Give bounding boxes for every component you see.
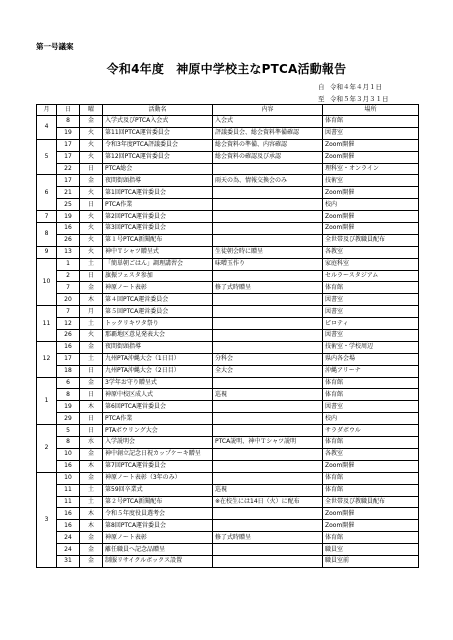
header-content: 内容	[213, 105, 323, 116]
cell-place: 全世帯及び教職員配布	[323, 496, 419, 508]
table-body	[37, 116, 419, 568]
cell-place: Zoom開催	[323, 520, 419, 532]
cell-weekday: 日	[80, 389, 103, 401]
cell-activity: 第3回PTCA運営委員会	[103, 223, 213, 235]
cell-day: 1	[57, 258, 80, 270]
cell-place: Zoom開催	[323, 187, 419, 199]
cell-weekday: 火	[80, 187, 103, 199]
table-row	[37, 187, 419, 199]
cell-activity: 神原ノート表彰（3年のみ）	[103, 472, 213, 484]
cell-activity: 入学説明会	[103, 437, 213, 449]
period-to	[318, 94, 389, 103]
cell-content	[213, 270, 323, 282]
header-activity: 活動名	[103, 105, 213, 116]
cell-day: 11	[57, 484, 80, 496]
table-row	[37, 127, 419, 139]
cell-activity: PTCA作業	[103, 413, 213, 425]
cell-weekday: 木	[80, 520, 103, 532]
cell-weekday: 金	[80, 448, 103, 460]
table-row	[37, 318, 419, 330]
cell-weekday: 金	[80, 472, 103, 484]
cell-activity: 第6回PTCA運営委員会	[103, 401, 213, 413]
cell-place: 理科室・オンライン	[323, 163, 419, 175]
period-from-label: 自	[318, 83, 325, 91]
header-place: 場所	[323, 105, 419, 116]
cell-content	[213, 163, 323, 175]
table-row	[37, 532, 419, 544]
cell-place: 校内	[323, 199, 419, 211]
cell-weekday: 金	[80, 282, 103, 294]
cell-activity: 旗振フェスタ参加	[103, 270, 213, 282]
cell-content: 生徒朝会時に贈呈	[213, 246, 323, 258]
cell-weekday: 土	[80, 496, 103, 508]
cell-content: 入会式	[213, 116, 323, 128]
cell-place: セルラースタジアム	[323, 270, 419, 282]
cell-month: 2	[37, 425, 57, 473]
cell-weekday: 火	[80, 211, 103, 223]
cell-activity: 那覇地区意見発表大会	[103, 330, 213, 342]
cell-content	[213, 234, 323, 246]
table-row	[37, 389, 419, 401]
cell-day: 8	[57, 437, 80, 449]
cell-place: 体育館	[323, 472, 419, 484]
cell-weekday: 日	[80, 425, 103, 437]
cell-day: 29	[57, 413, 80, 425]
cell-place: 体育館	[323, 377, 419, 389]
cell-weekday: 土	[80, 258, 103, 270]
cell-weekday: 金	[80, 544, 103, 556]
cell-place: ピロティ	[323, 318, 419, 330]
table-row	[37, 151, 419, 163]
cell-weekday: 金	[80, 377, 103, 389]
cell-weekday: 木	[80, 508, 103, 520]
table-row	[37, 496, 419, 508]
cell-activity: 離任職員へ記念品贈呈	[103, 544, 213, 556]
cell-place: Zoom開催	[323, 211, 419, 223]
cell-weekday: 日	[80, 413, 103, 425]
cell-day: 16	[57, 341, 80, 353]
table-row	[37, 520, 419, 532]
table-row	[37, 139, 419, 151]
cell-place: 全世帯及び教職員配布	[323, 234, 419, 246]
cell-day: 8	[57, 116, 80, 128]
cell-content	[213, 544, 323, 556]
cell-content	[213, 413, 323, 425]
cell-month: 12	[37, 341, 57, 377]
cell-activity: 神原ノート表彰	[103, 282, 213, 294]
activity-report-table	[36, 104, 419, 568]
cell-day: 31	[57, 555, 80, 567]
cell-month: 7	[37, 211, 57, 223]
cell-content	[213, 199, 323, 211]
cell-day: 22	[57, 163, 80, 175]
cell-content: 総会資料の確認及び承認	[213, 151, 323, 163]
cell-place: 県内各会場	[323, 353, 419, 365]
table-row	[37, 341, 419, 353]
cell-weekday: 日	[80, 163, 103, 175]
cell-activity: 第11回PTCA運営委員会	[103, 127, 213, 139]
cell-month: 6	[37, 175, 57, 211]
cell-day: 16	[57, 460, 80, 472]
header-weekday: 曜	[80, 105, 103, 116]
cell-activity: 令和3年度PTCA評議委員会	[103, 139, 213, 151]
cell-place: 図書室	[323, 401, 419, 413]
cell-day: 18	[57, 365, 80, 377]
cell-day: 17	[57, 353, 80, 365]
table-row	[37, 544, 419, 556]
cell-day: 17	[57, 151, 80, 163]
cell-activity: 神中Ｔシャツ贈呈式	[103, 246, 213, 258]
cell-content	[213, 460, 323, 472]
table-row	[37, 116, 419, 128]
table-row	[37, 175, 419, 187]
cell-weekday: 火	[80, 246, 103, 258]
table-row	[37, 258, 419, 270]
table-row	[37, 246, 419, 258]
table-row	[37, 223, 419, 235]
cell-content	[213, 555, 323, 567]
cell-activity: 入学式及びPTCA入会式	[103, 116, 213, 128]
cell-activity: 令和５年度役員選考会	[103, 508, 213, 520]
cell-day: 19	[57, 127, 80, 139]
cell-place: Zoom開催	[323, 139, 419, 151]
cell-place: 体育館	[323, 116, 419, 128]
cell-weekday: 火	[80, 330, 103, 342]
table-row	[37, 508, 419, 520]
cell-activity: 夜間街頭指導	[103, 341, 213, 353]
cell-activity: トックリキワタ祭り	[103, 318, 213, 330]
cell-place: 技術室	[323, 175, 419, 187]
cell-weekday: 金	[80, 555, 103, 567]
cell-weekday: 火	[80, 139, 103, 151]
cell-content	[213, 425, 323, 437]
cell-month: 9	[37, 246, 57, 258]
cell-day: 26	[57, 330, 80, 342]
cell-activity: 制服リサイクルボックス設置	[103, 555, 213, 567]
cell-month: 5	[37, 139, 57, 175]
cell-activity: 神原ノート表彰	[103, 532, 213, 544]
table-row	[37, 330, 419, 342]
cell-content	[213, 508, 323, 520]
cell-content	[213, 330, 323, 342]
cell-weekday: 日	[80, 199, 103, 211]
table-row	[37, 460, 419, 472]
header-day: 日	[57, 105, 80, 116]
cell-day: 21	[57, 187, 80, 199]
cell-content	[213, 223, 323, 235]
cell-activity: 神原中校区成人式	[103, 389, 213, 401]
cell-month: 4	[37, 116, 57, 140]
cell-place: 沖縄アリーナ	[323, 365, 419, 377]
cell-content	[213, 401, 323, 413]
cell-activity: 第２号PTCA新聞配布	[103, 496, 213, 508]
cell-weekday: 火	[80, 234, 103, 246]
table-row	[37, 270, 419, 282]
table-row	[37, 163, 419, 175]
cell-day: 19	[57, 211, 80, 223]
table-row	[37, 365, 419, 377]
table-row	[37, 437, 419, 449]
cell-activity: 第7回PTCA運営委員会	[103, 460, 213, 472]
table-row	[37, 472, 419, 484]
cell-place: 図書室	[323, 330, 419, 342]
cell-day: 24	[57, 544, 80, 556]
cell-weekday: 金	[80, 116, 103, 128]
cell-place: Zoom開催	[323, 508, 419, 520]
cell-weekday: 木	[80, 401, 103, 413]
table-row	[37, 413, 419, 425]
cell-activity: 第１号PTCA新聞配布	[103, 234, 213, 246]
cell-place: 体育館	[323, 532, 419, 544]
cell-day: 17	[57, 139, 80, 151]
cell-weekday: 日	[80, 365, 103, 377]
cell-activity: 第５回PTCA運営委員会	[103, 306, 213, 318]
cell-day: 10	[57, 472, 80, 484]
cell-weekday: 土	[80, 353, 103, 365]
table-row	[37, 484, 419, 496]
cell-place: サラダボウル	[323, 425, 419, 437]
cell-day: 7	[57, 306, 80, 318]
cell-content: 評議委員会、総会資料準備確認	[213, 127, 323, 139]
cell-content	[213, 341, 323, 353]
period-to-date: 令和５年３月３１日	[330, 95, 389, 103]
cell-day: 24	[57, 532, 80, 544]
cell-activity: 第４回PTCA運営委員会	[103, 294, 213, 306]
table-row	[37, 282, 419, 294]
cell-activity: PTAボウリング大会	[103, 425, 213, 437]
cell-place: Zoom開催	[323, 223, 419, 235]
cell-place: 校内	[323, 413, 419, 425]
table-row	[37, 199, 419, 211]
cell-content	[213, 211, 323, 223]
cell-day: 8	[57, 389, 80, 401]
cell-weekday: 土	[80, 318, 103, 330]
cell-month: 3	[37, 472, 57, 567]
document-title: 令和4年度 神原中学校主なPTCA活動報告	[106, 62, 347, 76]
cell-month: 11	[37, 306, 57, 342]
period-from	[318, 82, 382, 91]
cell-content: PTCA説明、神中Ｔシャツ説明	[213, 437, 323, 449]
cell-activity: 夜間街頭指導	[103, 175, 213, 187]
cell-activity: 第59回卒業式	[103, 484, 213, 496]
cell-content	[213, 377, 323, 389]
cell-weekday: 水	[80, 437, 103, 449]
cell-place: 体育館	[323, 484, 419, 496]
cell-content	[213, 520, 323, 532]
cell-month: 10	[37, 258, 57, 306]
cell-content: 雨天の為、情報交換会のみ	[213, 175, 323, 187]
cell-place: Zoom開催	[323, 460, 419, 472]
cell-content	[213, 448, 323, 460]
cell-day: 16	[57, 520, 80, 532]
cell-activity: 第1回PTCA運営委員会	[103, 187, 213, 199]
cell-day: 11	[57, 496, 80, 508]
period-to-label: 至	[318, 95, 325, 103]
cell-content: ※在校生には14日（火）に配布	[213, 496, 323, 508]
cell-content	[213, 306, 323, 318]
cell-content	[213, 318, 323, 330]
cell-weekday: 木	[80, 460, 103, 472]
cell-day: 6	[57, 377, 80, 389]
cell-weekday: 日	[80, 270, 103, 282]
cell-content: 巡視	[213, 389, 323, 401]
cell-activity: 九州PTA沖縄大会（1日目）	[103, 353, 213, 365]
cell-place: Zoom開催	[323, 151, 419, 163]
table-row	[37, 377, 419, 389]
cell-weekday: 火	[80, 223, 103, 235]
cell-content	[213, 472, 323, 484]
table-row	[37, 211, 419, 223]
cell-content	[213, 294, 323, 306]
table-row	[37, 306, 419, 318]
cell-place: 各教室	[323, 246, 419, 258]
cell-weekday: 火	[80, 151, 103, 163]
cell-day: 26	[57, 234, 80, 246]
cell-content: 全大会	[213, 365, 323, 377]
cell-day: 20	[57, 294, 80, 306]
cell-activity: 九州PTA沖縄大会（2日目）	[103, 365, 213, 377]
cell-content: 総会資料の準備、内容確認	[213, 139, 323, 151]
header-month: 月	[37, 105, 57, 116]
cell-activity: 第8回PTCA運営委員会	[103, 520, 213, 532]
cell-content: 修了式時贈呈	[213, 282, 323, 294]
cell-day: 13	[57, 246, 80, 258]
cell-place: 図書室	[323, 306, 419, 318]
table-row	[37, 294, 419, 306]
cell-place: 体育館	[323, 437, 419, 449]
period-from-date: 令和４年４月１日	[330, 83, 382, 91]
cell-activity: 第12回PTCA運営委員会	[103, 151, 213, 163]
cell-day: 25	[57, 199, 80, 211]
cell-place: 図書室	[323, 127, 419, 139]
cell-content: 巡視	[213, 484, 323, 496]
cell-activity: PTCA作業	[103, 199, 213, 211]
table-header-row	[37, 105, 419, 116]
cell-weekday: 火	[80, 127, 103, 139]
cell-activity: 神中創立記念日祝カップケーキ贈呈	[103, 448, 213, 460]
cell-place: 職員室	[323, 544, 419, 556]
agenda-number: 第一号議案	[36, 42, 74, 51]
cell-content: 分科会	[213, 353, 323, 365]
cell-activity: 第2回PTCA運営委員会	[103, 211, 213, 223]
cell-weekday: 土	[80, 484, 103, 496]
table-row	[37, 401, 419, 413]
cell-place: 職員室前	[323, 555, 419, 567]
cell-weekday: 金	[80, 341, 103, 353]
cell-weekday: 金	[80, 532, 103, 544]
table-row	[37, 425, 419, 437]
cell-day: 12	[57, 318, 80, 330]
cell-activity: 3学年お守り贈呈式	[103, 377, 213, 389]
cell-day: 17	[57, 175, 80, 187]
cell-activity: 「簡単朝ごはん」調理講習会	[103, 258, 213, 270]
cell-content: 修了式時贈呈	[213, 532, 323, 544]
cell-day: 16	[57, 223, 80, 235]
cell-content	[213, 187, 323, 199]
cell-weekday: 金	[80, 175, 103, 187]
cell-day: 10	[57, 448, 80, 460]
cell-day: 19	[57, 401, 80, 413]
cell-place: 各教室	[323, 448, 419, 460]
table-row	[37, 448, 419, 460]
cell-content: 味噌玉作り	[213, 258, 323, 270]
cell-place: 家庭科室	[323, 258, 419, 270]
cell-day: 5	[57, 425, 80, 437]
table-row	[37, 353, 419, 365]
cell-weekday: 月	[80, 306, 103, 318]
table-row	[37, 234, 419, 246]
cell-day: 16	[57, 508, 80, 520]
cell-activity: PTCA総会	[103, 163, 213, 175]
cell-place: 図書室	[323, 294, 419, 306]
cell-place: 体育館	[323, 389, 419, 401]
cell-day: 7	[57, 282, 80, 294]
cell-month: 1	[37, 377, 57, 425]
cell-day: 2	[57, 270, 80, 282]
cell-month: 8	[37, 223, 57, 247]
table-row	[37, 555, 419, 567]
cell-weekday: 木	[80, 294, 103, 306]
cell-place: 技術室・学校周辺	[323, 341, 419, 353]
cell-place: 体育館	[323, 282, 419, 294]
